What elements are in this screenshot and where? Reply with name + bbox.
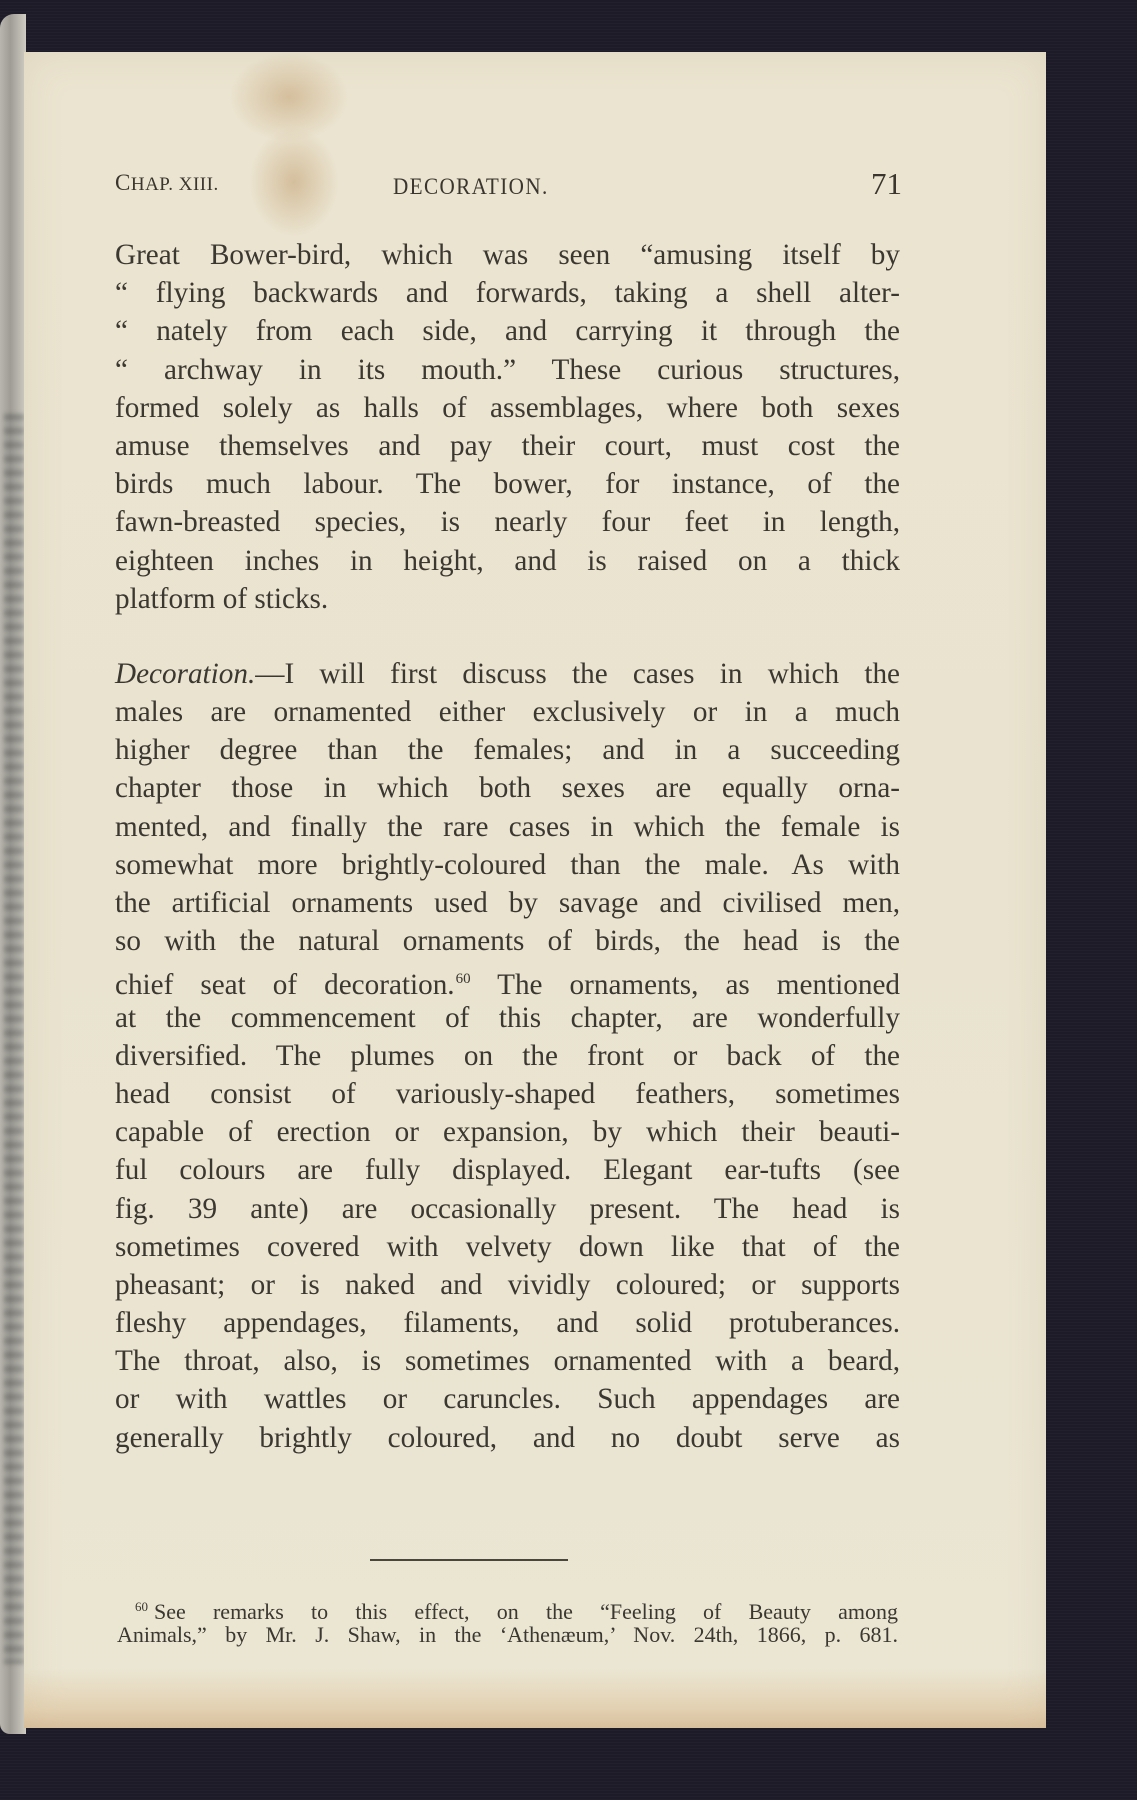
text-line: birds much labour. The bower, for instance, of the — [115, 468, 900, 501]
text-line: somewhat more brightly-coloured than the male. As with — [115, 848, 900, 881]
text-line: the artificial ornaments used by savage and civilised men, — [115, 887, 900, 919]
text-line: “ archway in its mouth.” These curious structures, — [115, 353, 900, 386]
paragraph-2 — [115, 655, 900, 1457]
previous-page-edge — [0, 14, 26, 1734]
text-line: formed solely as halls of assemblages, where both sexes — [115, 391, 900, 424]
text-line: fawn-breasted species, is nearly four feet in length, — [115, 506, 900, 539]
text-span: chief seat of decoration. — [115, 969, 455, 1002]
text-line: generally brightly coloured, and no doubt serve as — [115, 1421, 900, 1454]
chapter-label: CHAP. XIII. — [115, 170, 219, 195]
text-span: —I will first discuss the cases in which the — [255, 657, 900, 690]
text-line: ful colours are fully displayed. Elegant ear-tufts (see — [115, 1154, 900, 1187]
text-line: fleshy appendages, filaments, and solid protuberances. — [115, 1307, 900, 1340]
body-text — [115, 236, 900, 1457]
text-line: higher degree than the females; and in a succeeding — [115, 734, 900, 767]
footnote-line: Animals,” by Mr. J. Shaw, in the ‘Athenæum,’ Nov. 24th, 1866, p. 681. — [117, 1622, 898, 1647]
section-heading: Decoration. — [115, 657, 256, 690]
text-line: platform of sticks. — [115, 582, 329, 615]
text-line — [115, 960, 900, 1002]
text-line: pheasant; or is naked and vividly coloured; or supports — [115, 1268, 900, 1301]
page-number: 71 — [871, 166, 902, 201]
text-line: or with wattles or caruncles. Such appendages are — [115, 1383, 900, 1416]
text-line: males are ornamented either exclusively or in a much — [115, 696, 900, 729]
text-line: at the commencement of this chapter, are wonderfully — [115, 1001, 900, 1034]
footnote-number: 60 — [135, 1599, 148, 1614]
text-line: chapter those in which both sexes are equally orna- — [115, 772, 900, 805]
footnote-reference[interactable]: 60 — [455, 971, 471, 988]
text-line: amuse themselves and pay their court, must cost the — [115, 429, 900, 462]
text-line — [115, 655, 900, 693]
text-line: “ flying backwards and forwards, taking a shell alter- — [115, 277, 900, 310]
text-line: eighteen inches in height, and is raised on a thick — [115, 544, 900, 577]
text-span: See remarks to this effect, on the “Feeling of Beauty among — [154, 1599, 898, 1624]
text-line: fig. 39 ante) are occasionally present. The head is — [115, 1192, 900, 1225]
text-line: “ nately from each side, and carrying it through the — [115, 315, 900, 348]
paragraph-1 — [115, 236, 900, 618]
text-line: The throat, also, is sometimes ornamented with a beard, — [115, 1345, 900, 1378]
text-line: diversified. The plumes on the front or back of the — [115, 1039, 900, 1072]
text-line: head consist of variously-shaped feathers, sometimes — [115, 1077, 900, 1110]
text-line: Great Bower-bird, which was seen “amusing itself by — [115, 239, 900, 271]
running-head — [115, 166, 902, 206]
footnote-separator-rule — [370, 1559, 568, 1561]
page-bottom-stain — [24, 1668, 1046, 1728]
text-line: so with the natural ornaments of birds, the head is the — [115, 925, 900, 958]
text-line: capable of erection or expansion, by which their beauti- — [115, 1116, 900, 1149]
text-span: The ornaments, as mentioned — [470, 969, 900, 1002]
footnote — [117, 1593, 898, 1649]
text-line: sometimes covered with velvety down like that of the — [115, 1230, 900, 1263]
running-title: DECORATION. — [393, 174, 549, 199]
footnote-line — [117, 1593, 898, 1624]
text-line: mented, and finally the rare cases in which the female is — [115, 810, 900, 843]
